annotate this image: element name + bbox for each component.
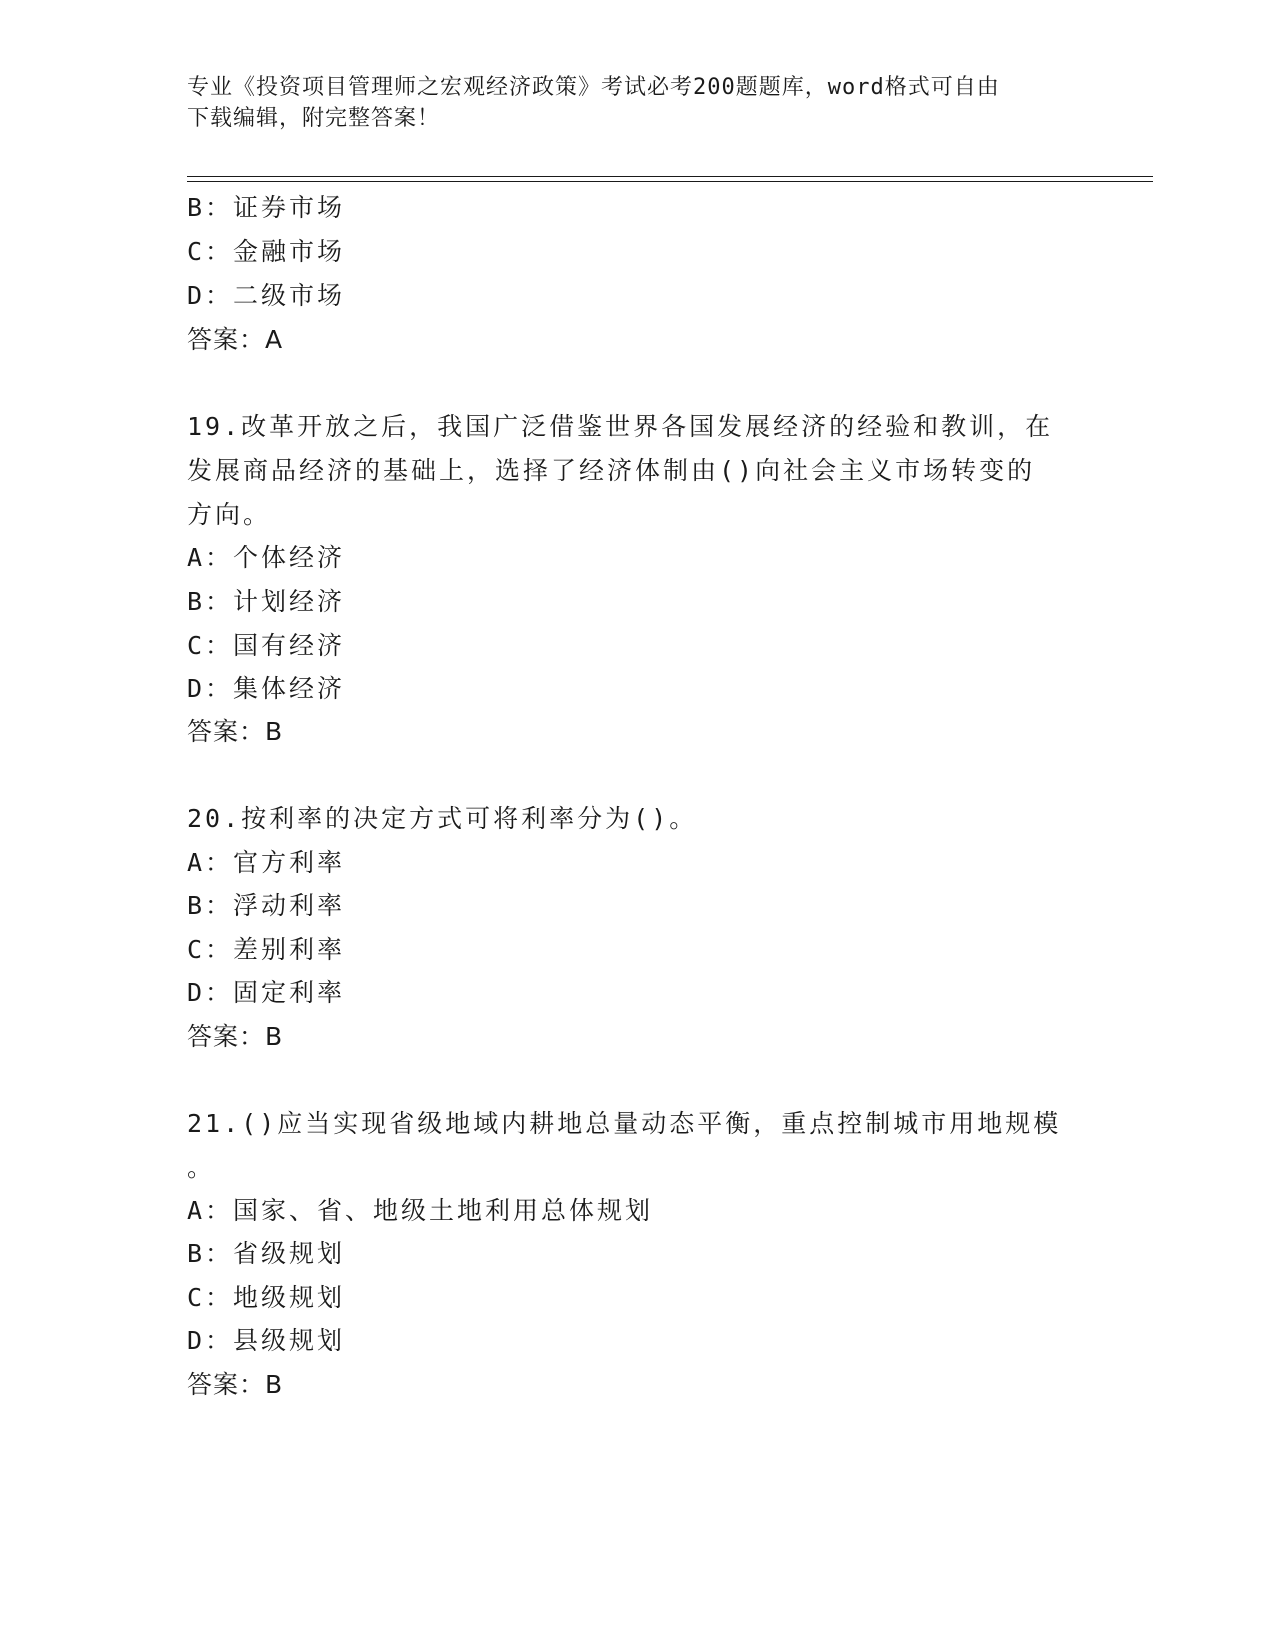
q18-option-b: B：证券市场	[187, 193, 346, 222]
document-header	[187, 72, 1067, 134]
q19-option-b: B：计划经济	[187, 587, 346, 616]
q19-option-c: C：国有经济	[187, 631, 346, 660]
q20-option-d: D：固定利率	[187, 978, 346, 1007]
q21-stem-line-1: 21.()应当实现省级地域内耕地总量动态平衡，重点控制城市用地规模	[187, 1109, 1062, 1138]
q21-option-d: D：县级规划	[187, 1326, 346, 1355]
q19-stem-line-3: 方向。	[187, 500, 272, 529]
q18-option-c: C：金融市场	[187, 237, 346, 266]
q21-option-c: C：地级规划	[187, 1283, 346, 1312]
q19-stem-line-2: 发展商品经济的基础上，选择了经济体制由()向社会主义市场转变的	[187, 456, 1036, 485]
q19-answer: 答案：B	[187, 717, 284, 746]
q21-option-a: A：国家、省、地级土地利用总体规划	[187, 1196, 654, 1225]
q21-option-b: B：省级规划	[187, 1239, 346, 1268]
q20-stem-line-1: 20.按利率的决定方式可将利率分为()。	[187, 804, 698, 833]
header-line-2: 下载编辑，附完整答案！	[187, 106, 441, 131]
q20-option-b: B：浮动利率	[187, 891, 346, 920]
header-rule-bottom	[187, 181, 1153, 182]
q20-option-a: A：官方利率	[187, 848, 346, 877]
q20-answer: 答案：B	[187, 1022, 284, 1051]
header-line-1: 专业《投资项目管理师之宏观经济政策》考试必考200题题库，word格式可自由	[187, 75, 1000, 100]
header-rule-top	[187, 176, 1153, 177]
q20-option-c: C：差别利率	[187, 935, 346, 964]
q21-stem-line-2: 。	[187, 1153, 216, 1182]
q18-option-d: D：二级市场	[187, 281, 346, 310]
q19-option-a: A：个体经济	[187, 543, 346, 572]
q19-option-d: D：集体经济	[187, 674, 346, 703]
q21-answer: 答案：B	[187, 1370, 284, 1399]
q19-stem-line-1: 19.改革开放之后，我国广泛借鉴世界各国发展经济的经验和教训，在	[187, 412, 1054, 441]
q18-answer: 答案：A	[187, 325, 284, 354]
